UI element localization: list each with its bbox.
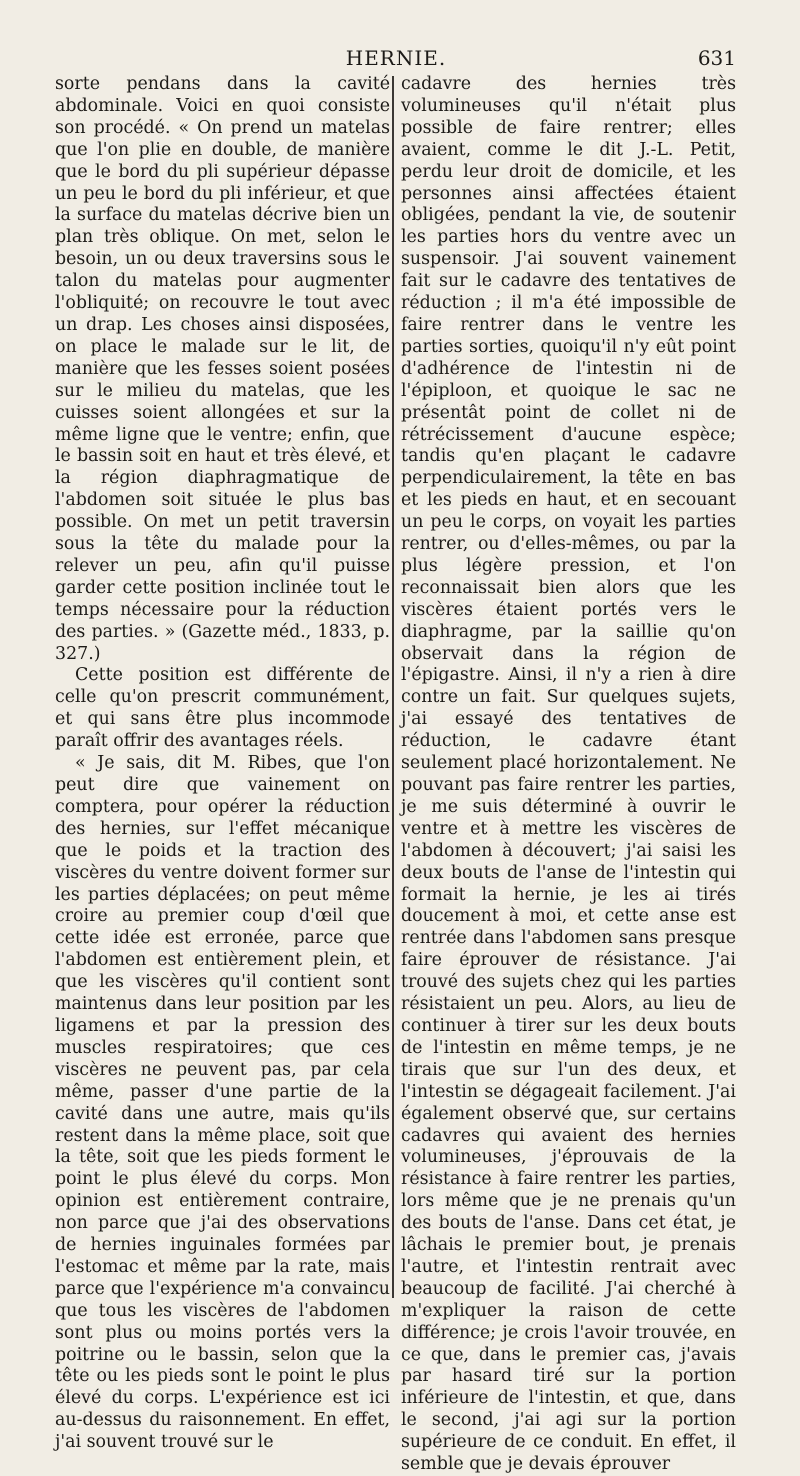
paragraph: Cette position est différente de celle qu'on prescrit communément, et qui sans être plus incommode paraît offrir des avantages réels. [55,665,390,752]
paragraph: cadavre des hernies très volumineuses qu'il n'était plus possible de faire rentrer; elles avaient, comme le dit J.-L. Petit, perdu leur droit de domicile, et les personnes ainsi affectées étaient obligées, pendant la vie, de soutenir les parties hors du ventre avec un suspensoir. J'ai souvent vainement fait sur le cadavre des tentatives de réduction ; il m'a été impossible de faire rentrer dans le ventre les parties sorties, quoiqu'il n'y eût point d'adhérence de l'intestin ni de l'épiploon, et quoique le sac ne présentât point de collet ni de rétrécissement d'aucune espèce; tandis qu'en plaçant le cadavre perpendiculairement, la tête en bas et les pieds en haut, et en secouant un peu le corps, on voyait les parties rentrer, ou d'elles-mêmes, ou par la plus légère pression, et l'on reconnaissait bien alors que les viscères étaient portés vers le diaphragme, par la saillie qu'on observait dans la région de l'épigastre. Ainsi, il n'y a rien à dire contre un fait. Sur quelques sujets, j'ai essayé des tentatives de réduction, le cadavre étant seulement placé horizontalement. Ne pouvant pas faire rentrer les parties, je me suis déterminé à ouvrir le ventre et à mettre les viscères de l'abdomen à découvert; j'ai saisi les deux bouts de l'anse de l'intestin qui formait la hernie, je les ai tirés doucement à moi, et cette anse est rentrée dans l'abdomen sans presque faire éprouver de résistance. J'ai trouvé des sujets chez qui les parties résistaient un peu. Alors, au lieu de continuer à tirer sur les deux bouts de l'intestin en même temps, je ne tirais que sur l'un des deux, et l'intestin se dégageait facilement. J'ai également observé que, sur certains cadavres qui avaient des hernies volumineuses, j'éprouvais de la résistance à faire rentrer les parties, lors même que je ne prenais qu'un des bouts de l'anse. Dans cet état, je lâchais le premier bout, je prenais l'autre, et l'intestin rentrait avec beaucoup de facilité. J'ai cherché à m'expliquer la raison de cette différence; je crois l'avoir trouvée, en ce que, dans le premier cas, j'avais par hasard tiré sur la portion inférieure de l'intestin, et que, dans le second, j'ai agi sur la portion supérieure de ce conduit. En effet, il semble que je devais éprouver [401,74,736,1475]
page-number: 631 [697,46,736,70]
column-divider [392,76,394,1298]
running-title: HERNIE. [345,46,447,70]
right-column [401,74,736,1476]
paragraph: « Je sais, dit M. Ribes, que l'on peut dire que vainement on comptera, pour opérer la réduction des hernies, sur l'effet mécanique que le poids et la traction des viscères du ventre doivent former sur les parties déplacées; on peut même croire au premier coup d'œil que cette idée est erronée, parce que l'abdomen est entièrement plein, et que les viscères qu'il contient sont maintenus dans leur position par les ligamens et par la pression des muscles respiratoires; que ces viscères ne peuvent pas, par cela même, passer d'une partie de la cavité dans une autre, mais qu'ils restent dans la même place, soit que la tête, soit que les pieds forment le point le plus élevé du corps. Mon opinion est entièrement contraire, non parce que j'ai des observations de hernies inguinales formées par l'estomac et même par la rate, mais parce que l'expérience m'a convaincu que tous les viscères de l'abdomen sont plus ou moins portés vers la poitrine ou le bassin, selon que la tête ou les pieds sont le point le plus élevé du corps. L'expérience est ici au-dessus du raisonnement. En effet, j'ai souvent trouvé sur le [55,753,390,1453]
paragraph: sorte pendans dans la cavité abdominale. Voici en quoi consiste son procédé. « On prend un matelas que l'on plie en double, de manière que le bord du pli supérieur dépasse un peu le bord du pli inférieur, et que la surface du matelas décrive bien un plan très oblique. On met, selon le besoin, un ou deux traversins sous le talon du matelas pour augmenter l'obliquité; on recouvre le tout avec un drap. Les choses ainsi disposées, on place le malade sur le lit, de manière que les fesses soient posées sur le milieu du matelas, que les cuisses soient allongées et sur la même ligne que le ventre; enfin, que le bassin soit en haut et très élevé, et la région diaphragmatique de l'abdomen soit située le plus bas possible. On met un petit traversin sous la tête du malade pour la relever un peu, afin qu'il puisse garder cette position inclinée tout le temps nécessaire pour la réduction des parties. » (Gazette méd., 1833, p. 327.) [55,74,390,664]
left-column [55,74,390,1454]
page-header [56,42,736,72]
